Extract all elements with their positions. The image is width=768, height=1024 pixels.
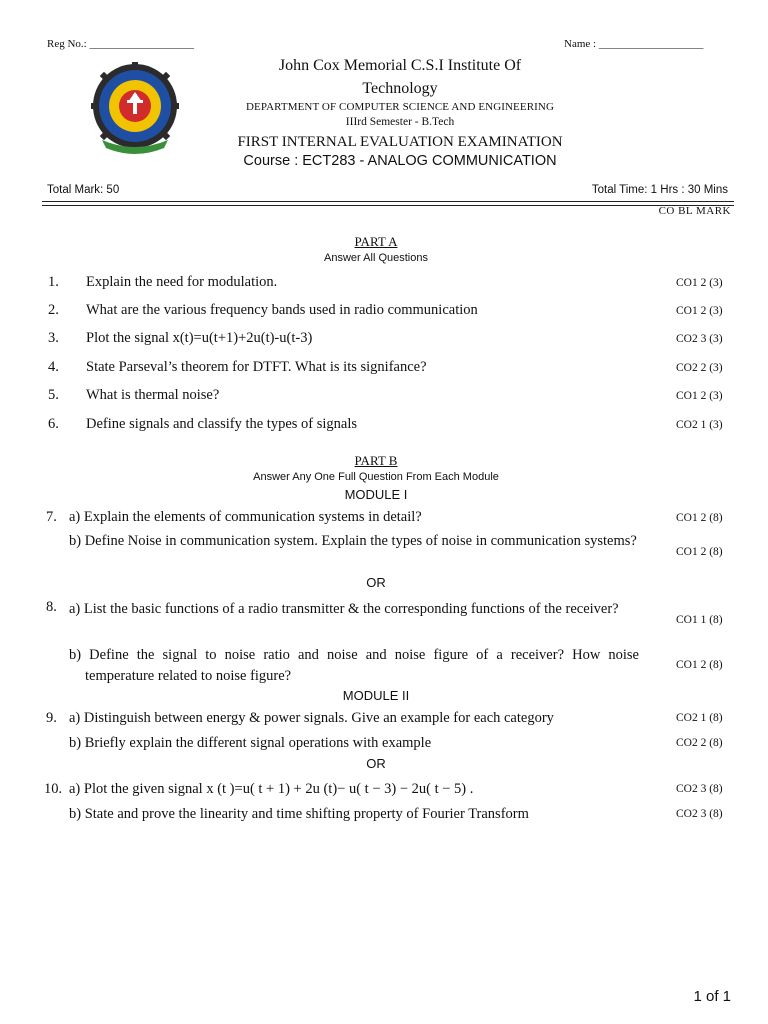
question-text: What is thermal noise?	[86, 387, 220, 403]
or-separator: OR	[366, 756, 386, 771]
semester: IIIrd Semester - B.Tech	[345, 116, 455, 128]
question-mark: CO2 3 (8)	[676, 783, 723, 795]
question-number: 5.	[48, 387, 59, 403]
question-part-a: a) Distinguish between energy & power signals. Give an example for each category	[69, 710, 554, 726]
question-mark: CO1 2 (3)	[676, 305, 723, 317]
question-number: 9.	[46, 710, 57, 726]
total-mark: Total Mark: 50	[47, 184, 120, 196]
question-text: What are the various frequency bands used in radio communication	[86, 302, 478, 318]
part-a-title: PART A	[354, 234, 398, 249]
question-number: 6.	[48, 416, 59, 432]
total-time: Total Time: 1 Hrs : 30 Mins	[591, 184, 728, 196]
module-2-heading: MODULE II	[342, 688, 410, 703]
divider	[42, 201, 734, 202]
question-number: 2.	[48, 302, 59, 318]
name-field: Name : ___________________	[564, 38, 704, 50]
institute-name-line1: John Cox Memorial C.S.I Institute Of	[278, 57, 522, 74]
exam-title: FIRST INTERNAL EVALUATION EXAMINATION	[237, 134, 563, 150]
or-separator: OR	[366, 575, 386, 590]
course-title: Course : ECT283 - ANALOG COMMUNICATION	[243, 153, 557, 169]
department: DEPARTMENT OF COMPUTER SCIENCE AND ENGINEERING	[246, 101, 554, 113]
question-mark: CO1 2 (3)	[676, 390, 723, 402]
institute-name-line2: Technology	[362, 80, 438, 97]
question-mark: CO2 1 (8)	[676, 712, 723, 724]
question-number: 1.	[48, 274, 59, 290]
page-indicator: 1 of 1	[693, 988, 731, 1005]
column-headers: CO BL MARK	[658, 205, 731, 217]
question-number: 8.	[46, 599, 57, 615]
question-part-a: a) Plot the given signal x (t )=u( t + 1) + 2u (t)− u( t − 3) − 2u( t − 5) .	[69, 781, 474, 797]
question-number: 7.	[46, 509, 57, 525]
question-mark: CO1 2 (8)	[676, 512, 723, 524]
question-mark: CO1 2 (8)	[676, 546, 723, 558]
question-mark: CO1 1 (8)	[676, 614, 723, 626]
question-text: Explain the need for modulation.	[86, 274, 278, 290]
question-part-a: a) Explain the elements of communication systems in detail?	[69, 509, 422, 525]
question-number: 4.	[48, 359, 59, 375]
part-b-title: PART B	[354, 453, 398, 468]
reg-no-field: Reg No.: ___________________	[47, 38, 194, 50]
question-number: 3.	[48, 330, 59, 346]
question-part-b: b) State and prove the linearity and time shifting property of Fourier Transform	[69, 806, 529, 822]
question-mark: CO2 3 (8)	[676, 808, 723, 820]
question-part-a: a) List the basic functions of a radio transmitter & the corresponding functions of the receiver?	[69, 601, 619, 617]
divider	[42, 205, 734, 206]
question-mark: CO1 2 (8)	[676, 659, 723, 671]
question-text: Define signals and classify the types of signals	[86, 416, 358, 432]
question-mark: CO2 1 (3)	[676, 419, 723, 431]
question-number: 10.	[44, 781, 63, 797]
question-part-b: b) Define Noise in communication system. Explain the types of noise in communication systems?	[69, 533, 637, 549]
question-mark: CO2 2 (8)	[676, 737, 723, 749]
part-a-subtitle: Answer All Questions	[324, 252, 428, 264]
question-mark: CO2 3 (3)	[676, 333, 723, 345]
question-mark: CO1 2 (3)	[676, 277, 723, 289]
question-text: State Parseval’s theorem for DTFT. What is its signifance?	[86, 359, 427, 375]
question-mark: CO2 2 (3)	[676, 362, 723, 374]
question-part-b: b) Briefly explain the different signal operations with example	[69, 735, 432, 751]
module-1-heading: MODULE I	[344, 487, 408, 502]
question-part-b: b) Define the signal to noise ratio and noise and noise figure of a receiver? How noise temperature related to noise figure?	[69, 647, 639, 684]
institute-logo	[88, 62, 182, 158]
question-text: Plot the signal x(t)=u(t+1)+2u(t)-u(t-3)	[86, 330, 313, 346]
part-b-subtitle: Answer Any One Full Question From Each Module	[253, 471, 499, 483]
